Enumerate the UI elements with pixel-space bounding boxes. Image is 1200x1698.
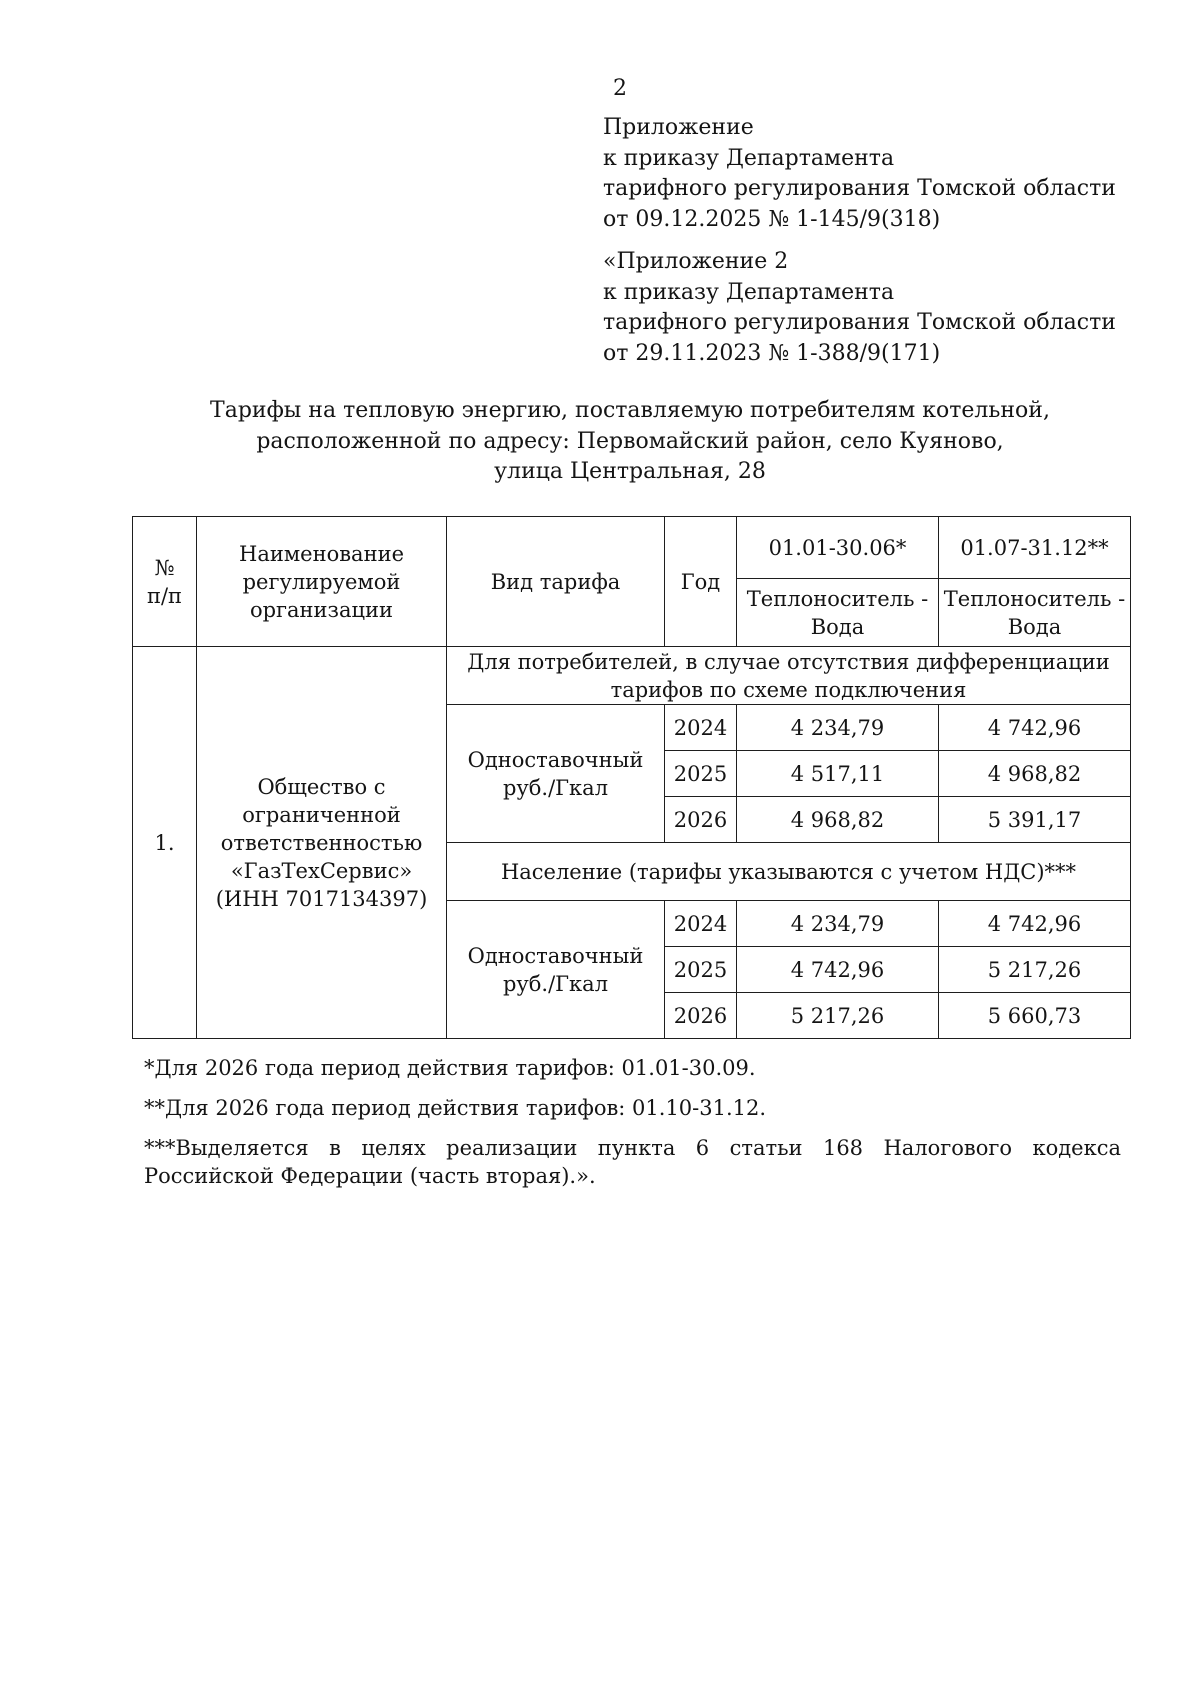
header-text: Теплоноситель - [746,586,929,611]
year-cell: 2026 [665,797,737,843]
year-cell: 2025 [665,751,737,797]
appendix-line: к приказу Департамента [603,279,895,305]
tariff-type-text: руб./Гкал [502,775,609,800]
header-text: Теплоноситель - [943,586,1126,611]
tariff-type-cell [447,901,665,1039]
tariff-value-cell: 5 660,73 [939,993,1131,1039]
header-cell-tariff-type: Вид тарифа [447,517,665,647]
tariff-table [132,516,1131,1039]
tariff-value-cell: 5 391,17 [939,797,1131,843]
header-text: регулируемой [242,569,401,594]
group-title-cell [447,647,1131,705]
header-text: организации [249,597,394,622]
footnote: **Для 2026 года период действия тарифов: 01.10-31.12. [144,1096,767,1120]
appendix-line: от 09.12.2025 № 1-145/9(318) [603,206,941,232]
tariff-value-cell: 4 742,96 [939,705,1131,751]
year-cell: 2025 [665,947,737,993]
footnote: ***Выделяется в целях реализации пункта 6 статьи 168 Налогового кодекса Российской Федерации (часть вторая).». [144,1136,1121,1188]
header-text: Вода [1007,614,1062,639]
year-cell: 2024 [665,901,737,947]
row-number-cell: 1. [133,647,197,1039]
appendix-line: тарифного регулирования Томской области [603,176,1116,201]
organization-text: Общество с [257,774,386,799]
appendix-line: «Приложение 2 [603,249,789,274]
table-row [133,647,1131,705]
group-title-text: тарифов по схеме подключения [610,677,967,702]
group-title-text: Для потребителей, в случае отсутствия дифференциации [467,649,1110,674]
tariff-value-cell: 4 234,79 [737,705,939,751]
organization-text: «ГазТехСервис» [230,858,413,883]
header-cell-organization [197,517,447,647]
header-cell-period-1: 01.01-30.06* [737,517,939,579]
page-number: 2 [613,76,627,101]
year-cell: 2024 [665,705,737,751]
header-text: п/п [146,583,183,608]
footnotes [144,1054,1121,1202]
group-title-cell: Население (тарифы указываются с учетом НДС)*** [447,843,1131,901]
tariff-value-cell: 4 234,79 [737,901,939,947]
header-cell-carrier-2 [939,579,1131,647]
organization-text: (ИНН 7017134397) [215,886,428,911]
appendix-2-header [603,247,1163,369]
tariff-type-text: руб./Гкал [502,971,609,996]
organization-text: ограниченной [242,802,401,827]
tariff-value-cell: 5 217,26 [737,993,939,1039]
tariff-type-text: Одноставочный [467,943,644,968]
header-row [133,517,1131,579]
tariff-value-cell: 4 742,96 [737,947,939,993]
appendix-line: тарифного регулирования Томской области [603,310,1116,335]
tariff-value-cell: 4 742,96 [939,901,1131,947]
tariff-value-cell: 5 217,26 [939,947,1131,993]
tariff-value-cell: 4 968,82 [737,797,939,843]
year-cell: 2026 [665,993,737,1039]
header-text: № [154,555,175,580]
footnote: *Для 2026 года период действия тарифов: 01.01-30.09. [144,1056,756,1080]
header-cell-carrier-1 [737,579,939,647]
appendix-line: от 29.11.2023 № 1-388/9(171) [603,340,941,366]
appendix-line: к приказу Департамента [603,145,895,171]
tariff-value-cell: 4 517,11 [737,751,939,797]
header-text: Вода [810,614,865,639]
title-line: улица Центральная, 28 [494,459,766,484]
tariff-value-cell: 4 968,82 [939,751,1131,797]
tariff-type-text: Одноставочный [467,747,644,772]
title-line: Тарифы на тепловую энергию, поставляемую потребителям котельной, [210,398,1050,423]
appendix-header [603,113,1163,235]
tariff-type-cell [447,705,665,843]
title-line: расположенной по адресу: Первомайский район, село Куяново, [256,428,1004,454]
organization-text: ответственностью [220,830,423,855]
header-cell-number [133,517,197,647]
organization-cell [197,647,447,1039]
header-cell-period-2: 01.07-31.12** [939,517,1131,579]
document-title [130,396,1130,488]
appendix-line: Приложение [603,115,754,140]
header-cell-year: Год [665,517,737,647]
header-text: Наименование [239,541,404,566]
